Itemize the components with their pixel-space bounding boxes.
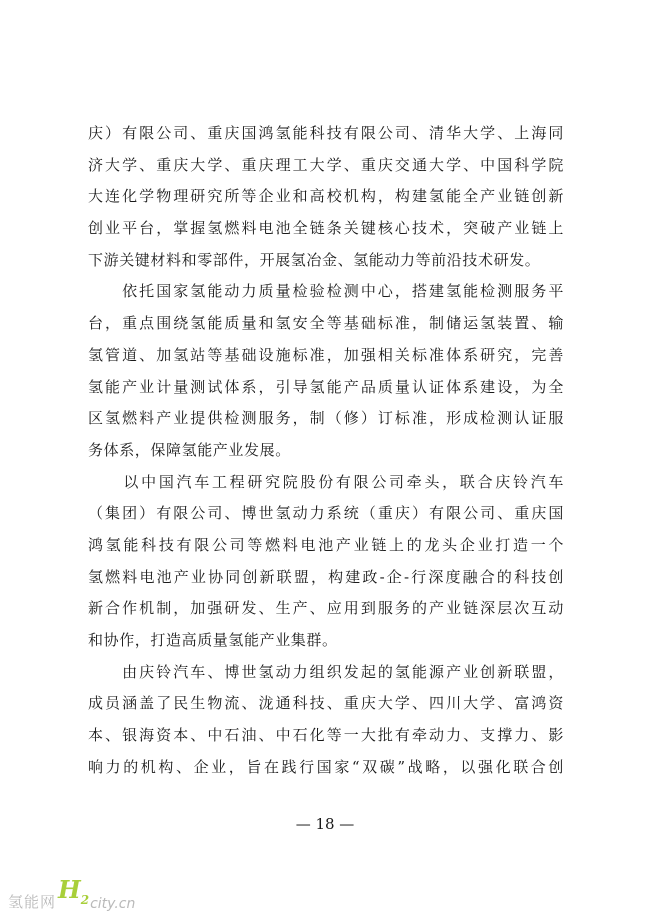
text-line: 庆）有限公司、重庆国鸿氢能科技有限公司、清华大学、上海同 bbox=[88, 124, 564, 142]
text-line: 氢能产业计量测试体系，引导氢能产品质量认证体系建设，为全 bbox=[88, 377, 564, 396]
text-line: 氢管道、加氢站等基础设施标准，加强相关标准体系研究，完善 bbox=[88, 345, 564, 364]
page-number: — 18 — bbox=[295, 815, 355, 833]
text-line: 成员涵盖了民生物流、泷通科技、重庆大学、四川大学、富鸿资 bbox=[88, 694, 564, 713]
h2-subscript: 2 bbox=[80, 893, 90, 907]
text-line: 和协作，打造高质量氢能产业集群。 bbox=[88, 631, 338, 649]
text-line: 创业平台，掌握氢燃料电池全链条关键核心技术，突破产业链上 bbox=[88, 219, 564, 238]
body-text bbox=[88, 118, 564, 783]
watermark-domain: city.cn bbox=[90, 896, 136, 912]
text-line: 本、银海资本、中石油、中石化等一大批有牵动力、支撑力、影 bbox=[88, 726, 564, 745]
text-line: 台，重点围绕氢能质量和氢安全等基础标准，制储运氢装置、输 bbox=[88, 314, 564, 333]
text-line: 由庆铃汽车、博世氢动力组织发起的氢能源产业创新联盟， bbox=[88, 662, 564, 681]
text-line: 鸿氢能科技有限公司等燃料电池产业链上的龙头企业打造一个 bbox=[88, 535, 564, 554]
text-line: 区氢燃料产业提供检测服务，制（修）订标准，形成检测认证服 bbox=[88, 409, 564, 428]
text-line: 济大学、重庆大学、重庆理工大学、重庆交通大学、中国科学院 bbox=[88, 155, 564, 174]
text-line: 新合作机制，加强研发、生产、应用到服务的产业链深层次互动 bbox=[88, 599, 564, 618]
h2-letter: H bbox=[58, 875, 81, 905]
watermark-logo bbox=[8, 875, 136, 912]
text-line: 氢燃料电池产业协同创新联盟，构建政-企-行深度融合的科技创 bbox=[88, 567, 564, 586]
text-line: 务体系，保障氢能产业发展。 bbox=[88, 440, 291, 459]
text-line: 响力的机构、企业，旨在践行国家“双碳”战略，以强化联合创 bbox=[88, 757, 564, 776]
text-line: 下游关键材料和零部件，开展氢冶金、氢能动力等前沿技术研发。 bbox=[88, 250, 541, 269]
text-line: 以中国汽车工程研究院股份有限公司牵头，联合庆铃汽车 bbox=[88, 472, 564, 491]
text-line: 大连化学物理研究所等企业和高校机构，构建氢能全产业链创新 bbox=[88, 187, 564, 206]
text-line: （集团）有限公司、博世氢动力系统（重庆）有限公司、重庆国 bbox=[88, 504, 564, 523]
text-line: 依托国家氢能动力质量检验检测中心，搭建氢能检测服务平 bbox=[88, 282, 564, 301]
h2-logo-icon bbox=[58, 875, 90, 912]
watermark-chinese: 氢能网 bbox=[8, 893, 57, 911]
